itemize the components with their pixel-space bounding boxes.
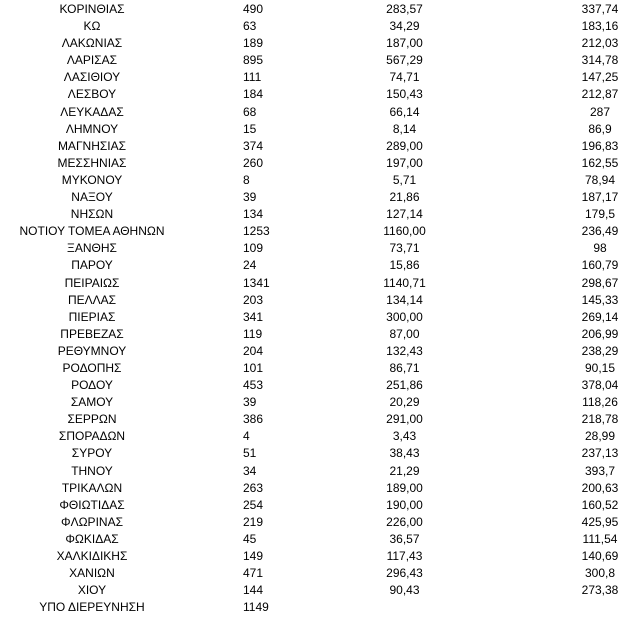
table-row: [0, 86, 640, 103]
average-cell: 1160,00: [383, 224, 426, 239]
cases-cell: 8: [243, 172, 250, 187]
rate-cell: 160,52: [581, 497, 619, 512]
region-name-cell: ΡΕΘΥΜΝΟΥ: [57, 343, 127, 358]
average-cell: 296,43: [386, 566, 423, 581]
average-cell: 8,14: [392, 121, 417, 136]
average-cell: 3,43: [392, 429, 417, 444]
average-cell: 190,00: [386, 497, 423, 512]
cases-cell: 4: [243, 429, 250, 444]
table-row: [0, 172, 640, 189]
region-name-cell: ΛΗΜΝΟΥ: [65, 121, 119, 136]
region-name-cell: ΣΕΡΡΩΝ: [67, 412, 117, 427]
region-name-cell: ΧΙΟΥ: [77, 583, 107, 598]
region-name-cell: ΣΑΜΟΥ: [70, 395, 114, 410]
region-name-cell: ΦΩΚΙΔΑΣ: [65, 531, 119, 546]
cases-cell: 895: [243, 53, 264, 68]
rate-cell: 218,78: [581, 412, 619, 427]
cases-cell: 39: [243, 395, 257, 410]
cases-cell: 1149: [243, 600, 269, 615]
table-row: [0, 189, 640, 206]
rate-cell: 273,38: [581, 583, 619, 598]
table-row: [0, 240, 640, 257]
region-name-cell: ΜΥΚΟΝΟΥ: [61, 172, 123, 187]
rate-cell: 269,14: [581, 309, 619, 324]
rate-cell: 314,78: [581, 53, 619, 68]
table-row: [0, 275, 640, 292]
table-row: [0, 377, 640, 394]
average-cell: 134,14: [386, 292, 423, 307]
rate-cell: 118,26: [582, 395, 618, 410]
region-name-cell: ΦΛΩΡΙΝΑΣ: [61, 514, 123, 529]
average-cell: 132,43: [386, 343, 423, 358]
table-row: [0, 411, 640, 428]
rate-cell: 337,74: [581, 2, 619, 16]
cases-cell: 101: [243, 360, 264, 375]
average-cell: 189,00: [386, 480, 423, 495]
region-name-cell: ΠΕΛΛΑΣ: [67, 292, 117, 307]
region-name-cell: ΜΕΣΣΗΝΙΑΣ: [57, 155, 127, 170]
region-name-cell: ΥΠΟ ΔΙΕΡΕΥΝΗΣΗ: [39, 600, 145, 615]
table-row: [0, 514, 640, 531]
cases-cell: 1341: [243, 275, 270, 290]
cases-cell: 386: [243, 412, 264, 427]
cases-cell: 184: [243, 87, 264, 102]
table-row: [0, 445, 640, 462]
cases-cell: 15: [243, 121, 257, 136]
table-row: [0, 497, 640, 514]
table-row: [0, 18, 640, 35]
average-cell: 5,71: [392, 172, 417, 187]
region-name-cell: ΧΑΝΙΩΝ: [69, 566, 115, 581]
table-row: [0, 463, 640, 480]
cases-cell: 45: [243, 531, 257, 546]
cases-cell: 260: [243, 155, 264, 170]
region-name-cell: ΠΙΕΡΙΑΣ: [68, 309, 116, 324]
cases-cell: 144: [243, 583, 264, 598]
region-name-cell: ΝΑΞΟΥ: [71, 190, 113, 205]
cases-cell: 471: [243, 566, 264, 581]
average-cell: 127,14: [386, 207, 423, 222]
average-cell: 34,29: [389, 19, 420, 34]
average-cell: 73,71: [389, 241, 420, 256]
average-cell: 15,86: [389, 258, 420, 273]
cases-cell: 68: [243, 104, 257, 119]
cases-cell: 203: [243, 292, 264, 307]
cases-cell: 1253: [243, 224, 270, 239]
rate-cell: 111,54: [582, 531, 618, 546]
cases-cell: 51: [243, 446, 257, 461]
rate-cell: 393,7: [584, 463, 616, 478]
rate-cell: 212,87: [581, 87, 619, 102]
cases-cell: 63: [243, 19, 257, 34]
table-row: [0, 104, 640, 121]
average-cell: 20,29: [389, 395, 420, 410]
rate-cell: 78,94: [584, 172, 616, 187]
table-row: [0, 257, 640, 274]
average-cell: 197,00: [386, 155, 423, 170]
cases-cell: 134: [243, 207, 264, 222]
cases-cell: 374: [243, 138, 264, 153]
cases-cell: 149: [243, 549, 264, 563]
cases-cell: 341: [243, 309, 264, 324]
table-row: [0, 360, 640, 377]
cases-cell: 109: [243, 241, 264, 256]
average-cell: 117,43: [386, 549, 423, 563]
rate-cell: 200,63: [581, 480, 619, 495]
cases-cell: 119: [243, 326, 263, 341]
rate-cell: 237,13: [581, 446, 619, 461]
cases-cell: 254: [243, 497, 264, 512]
cases-cell: 453: [243, 378, 264, 393]
table-row: [0, 394, 640, 411]
rate-cell: 298,67: [581, 275, 619, 290]
cases-cell: 219: [243, 514, 264, 529]
region-name-cell: ΧΑΛΚΙΔΙΚΗΣ: [56, 549, 128, 563]
average-cell: 90,43: [389, 583, 420, 598]
rate-cell: 98: [593, 241, 607, 256]
region-name-cell: ΜΑΓΝΗΣΙΑΣ: [57, 138, 127, 153]
average-cell: 300,00: [386, 309, 423, 324]
region-name-cell: ΞΑΝΘΗΣ: [67, 241, 117, 256]
table-row: [0, 206, 640, 223]
average-cell: 21,86: [389, 190, 420, 205]
average-cell: 283,57: [386, 2, 423, 16]
table-row: [0, 69, 640, 86]
average-cell: 87,00: [389, 326, 420, 341]
average-cell: 86,71: [389, 360, 420, 375]
average-cell: 36,57: [389, 531, 420, 546]
region-name-cell: ΛΕΣΒΟΥ: [67, 87, 117, 102]
average-cell: 66,14: [389, 104, 420, 119]
table-row: [0, 531, 640, 548]
rate-cell: 183,16: [581, 19, 619, 34]
table-row: [0, 480, 640, 497]
region-name-cell: ΝΟΤΙΟΥ ΤΟΜΕΑ ΑΘΗΝΩΝ: [19, 224, 165, 239]
average-cell: 291,00: [386, 412, 423, 427]
average-cell: 226,00: [386, 514, 423, 529]
rate-cell: 236,49: [581, 224, 619, 239]
rate-cell: 86,9: [588, 121, 612, 136]
table-row: [0, 121, 640, 138]
region-name-cell: ΠΑΡΟΥ: [71, 258, 113, 273]
cases-cell: 263: [243, 480, 264, 495]
rate-cell: 145,33: [581, 292, 619, 307]
cases-cell: 490: [243, 2, 264, 16]
rate-cell: 160,79: [581, 258, 619, 273]
region-name-cell: ΚΟΡΙΝΘΙΑΣ: [59, 2, 125, 16]
region-name-cell: ΠΡΕΒΕΖΑΣ: [60, 326, 124, 341]
table-row: [0, 565, 640, 582]
region-name-cell: ΣΠΟΡΑΔΩΝ: [58, 429, 126, 444]
table-row: [0, 309, 640, 326]
average-cell: 38,43: [389, 446, 420, 461]
table-row: [0, 155, 640, 172]
table-row: [0, 428, 640, 445]
region-name-cell: ΡΟΔΟΥ: [71, 378, 113, 393]
region-name-cell: ΚΩ: [83, 19, 101, 34]
table-row: [0, 548, 640, 565]
cases-cell: 111: [243, 70, 262, 85]
rate-cell: 187,17: [581, 190, 619, 205]
table-row: [0, 138, 640, 155]
average-cell: 289,00: [386, 138, 423, 153]
cases-cell: 39: [243, 190, 257, 205]
average-cell: 567,29: [386, 53, 423, 68]
average-cell: 187,00: [386, 36, 423, 51]
table-row: [0, 52, 640, 69]
average-cell: 74,71: [389, 70, 420, 85]
cases-cell: 204: [243, 343, 264, 358]
rate-cell: 300,8: [584, 566, 616, 581]
region-name-cell: ΣΥΡΟΥ: [71, 446, 113, 461]
region-name-cell: ΠΕΙΡΑΙΩΣ: [64, 275, 120, 290]
cases-cell: 34: [243, 463, 257, 478]
table-row: [0, 582, 640, 599]
region-name-cell: ΤΡΙΚΑΛΩΝ: [61, 480, 123, 495]
average-cell: 150,43: [386, 87, 423, 102]
average-cell: 21,29: [389, 463, 420, 478]
rate-cell: 206,99: [581, 326, 619, 341]
rate-cell: 147,25: [581, 70, 619, 85]
rate-cell: 162,55: [581, 155, 619, 170]
rate-cell: 238,29: [581, 343, 619, 358]
rate-cell: 28,99: [584, 429, 616, 444]
rate-cell: 90,15: [584, 360, 616, 375]
rate-cell: 287: [589, 104, 611, 119]
rate-cell: 140,69: [581, 549, 619, 563]
region-name-cell: ΛΑΣΙΘΙΟΥ: [63, 70, 121, 85]
region-name-cell: ΛΑΚΩΝΙΑΣ: [61, 36, 123, 51]
region-name-cell: ΦΘΙΩΤΙΔΑΣ: [59, 497, 125, 512]
table-row: [0, 599, 640, 616]
region-name-cell: ΤΗΝΟΥ: [71, 463, 113, 478]
table-row: [0, 35, 640, 52]
table-row: [0, 292, 640, 309]
region-name-cell: ΡΟΔΟΠΗΣ: [62, 360, 122, 375]
table-row: [0, 223, 640, 240]
table-row: [0, 326, 640, 343]
rate-cell: 212,03: [581, 36, 619, 51]
table-row: [0, 343, 640, 360]
average-cell: 251,86: [386, 378, 423, 393]
rate-cell: 179,5: [584, 207, 616, 222]
average-cell: 1140,71: [383, 275, 426, 290]
rate-cell: 378,04: [581, 378, 619, 393]
table-row: [0, 1, 640, 18]
cases-cell: 189: [243, 36, 264, 51]
region-name-cell: ΛΑΡΙΣΑΣ: [66, 53, 118, 68]
region-name-cell: ΝΗΣΩΝ: [70, 207, 114, 222]
rate-cell: 196,83: [581, 138, 619, 153]
region-name-cell: ΛΕΥΚΑΔΑΣ: [60, 104, 124, 119]
cases-cell: 24: [243, 258, 257, 273]
rate-cell: 425,95: [581, 514, 619, 529]
